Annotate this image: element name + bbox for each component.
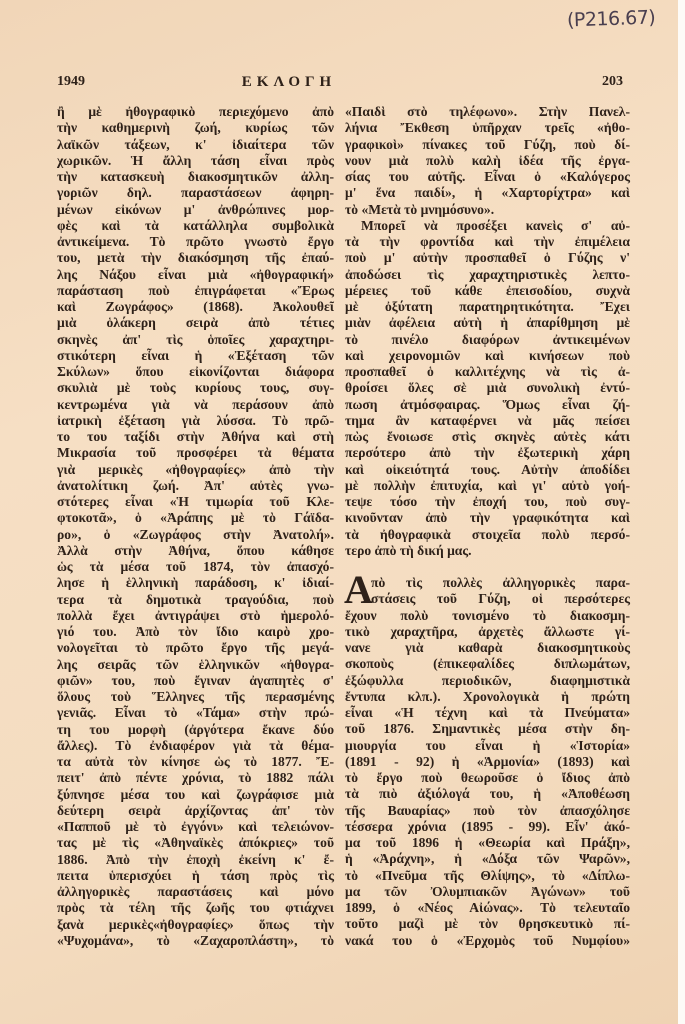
text-line: πὼς ἔνοιωσε στὶς σκηνὲς αὐτὲς κάτι xyxy=(345,429,630,444)
text-line: τημα ἂν καταφέρνει νὰ μᾶς πείσει xyxy=(345,412,630,428)
text-line: μιὰ ὁλάκερη σειρὰ ἀπὸ τέτιες xyxy=(57,315,334,331)
text-line: τοῦ 1876. Σημαντικὲς μέσα στὴν δη- xyxy=(345,721,630,737)
text-line: φιῶν» του, ποὺ ἔγιναν ἀγαπητὲς σ' xyxy=(57,672,334,688)
text-line: τὸ «Μετὰ τὸ μνημόσυνο». xyxy=(345,201,495,217)
left-column xyxy=(57,104,334,949)
text-line: ἀποδώσει τὶς χαραχτηριστικὲς λεπτο- xyxy=(345,266,630,282)
text-line: πρὸς τὰ τέλη τῆς ζωῆς του φτιάχνει xyxy=(57,900,334,916)
text-line: γιὰ μερικὲς «ἠθογραφίες» ἀπὸ τὴν xyxy=(57,461,334,477)
text-line: προσπαθεῖ ὁ καλλιτέχνης νὰ τὶς ἀ- xyxy=(345,364,630,379)
drop-cap: Α xyxy=(344,567,373,612)
text-line: γραφικοὶ» πίνακες τοῦ Γύζη, ποὺ δί- xyxy=(345,136,630,152)
text-line: το του ταξίδι στὴν Ἀθήνα καὶ στὴ xyxy=(57,429,334,444)
text-line: πειτα ὑπερισχύει ἡ τάση πρὸς τὶς xyxy=(57,867,334,883)
text-line: σκοποὺς (ἐπικεφαλίδες διπλωμάτων, xyxy=(345,656,630,672)
text-line: κεντρωμένα γιὰ νὰ περάσουν ἀπὸ xyxy=(57,396,334,412)
text-line: ἀνατολίτικη ζωή. Ἀπ' αὐτὲς γνω- xyxy=(57,477,334,493)
text-line: ἐξώφυλλα περιοδικῶν, διαφημιστικὰ xyxy=(345,672,630,688)
text-line: ἄλλες). Τὸ ἐνδιαφέρον γιὰ τὰ θέμα- xyxy=(57,737,334,753)
text-line: τῆς Βαυαρίας» ποὺ τὸν ἀπασχόλησε xyxy=(345,802,630,818)
text-line: σκηνὲς ἀπ' τὶς ὁποῖες χαραχτηρι- xyxy=(57,331,334,347)
text-line: 1886. Ἀπὸ τὴν ἐποχὴ ἐκείνη κ' ἔ- xyxy=(57,851,334,867)
text-line: θροίσει ὅλες σὲ μιὰ συνολικὴ ἐντύ- xyxy=(345,380,630,396)
paragraph xyxy=(345,104,630,218)
text-line: τὰ τὴν φροντίδα καὶ τὴν ἐπιμέλεια xyxy=(345,234,630,249)
text-line: ἰατρικὴ ἐξέταση γιὰ λύσσα. Τὸ πρῶ- xyxy=(57,412,334,428)
text-line: λαϊκῶν τάξεων, κ' ἰδιαίτερα τῶν xyxy=(57,136,334,152)
text-line: τη του μορφὴ (ἀργότερα ἔκανε δύο xyxy=(57,721,334,737)
text-line: τοῦτο μαζὶ μὲ τὸν θρησκευτικὸ πί- xyxy=(345,916,630,932)
text-line: τερα τὰ δημοτικὰ τραγούδια, ποὺ xyxy=(57,591,334,607)
text-line: νακά του ὁ «Ἐρχομὸς τοῦ Νυμφίου» xyxy=(345,932,630,948)
text-line: εἶναι «Ἡ τέχνη καὶ τὰ Πνεύματα» xyxy=(345,705,630,720)
text-line: Ἀλλὰ στὴν Ἀθήνα, ὅπου κάθησε xyxy=(57,542,334,558)
text-line: τέσσερα χρόνια (1895 - 99). Εἶν' ἀκό- xyxy=(345,818,630,834)
text-line: ὅλους τοὺ Ἕλληνες τῆς περασμένης xyxy=(57,689,334,704)
text-line: τὸ ἔργο ποὺ θεωροῦσε ὁ ἴδιος ἀπὸ xyxy=(345,770,630,785)
text-line: τεψε τόσο τὴν ἐποχή του, ποὺ συγ- xyxy=(345,494,630,509)
text-line: μα τῶν Ὀλυμπιακῶν Ἀγώνων» τοῦ xyxy=(345,883,630,899)
text-line: ποὺ μ' αὐτὴν προσπαθεῖ ὁ Γύζης ν' xyxy=(345,250,630,266)
text-line: λήνια Ἔκθεση ὑπῆρχαν τρεῖς «ἠθο- xyxy=(345,120,630,136)
paragraph xyxy=(57,104,334,949)
text-line: χωρικῶν. Ἡ ἄλλη τάση εἶναι πρὸς xyxy=(57,152,334,168)
text-line: νολογεῖται τὸ πρῶτο ἔργο τῆς μεγά- xyxy=(57,640,334,656)
text-line: στικότερη εἶναι ἡ «Ἐξέταση τῶν xyxy=(57,347,334,363)
text-line: παράσταση ποὺ ἐπιγράφεται «Ἔρως xyxy=(57,282,334,298)
text-line: ξανὰ μερικὲς«ἠθογραφίες» ὅπως τὴν xyxy=(57,916,334,932)
text-line: γενιᾶς. Εἶναι τὸ «Τάμα» στὴν πρώ- xyxy=(57,705,334,721)
text-line: λης σειρᾶς τῶν ἑλληνικῶν «ἠθογρα- xyxy=(57,656,334,672)
text-line: μὲ πολλὴν ἐπιτυχία, καὶ γι' αὐτὸ γοή- xyxy=(345,477,630,493)
page-number: 203 xyxy=(602,74,623,89)
text-line: πολλὰ ἔχει ἀντιγράψει στὸ ἡμερολό- xyxy=(57,607,334,623)
text-line: καὶ οἰκειότητά τους. Αὐτὴν ἀποδίδει xyxy=(345,461,630,477)
text-line: τὸ «Πνεῦμα τῆς Θλίψης», τὸ «Δίπλω- xyxy=(345,867,630,883)
text-line: (1891 - 92) ἡ «Ἁρμονία» (1893) καὶ xyxy=(345,753,630,769)
text-line: στάσεις τοῦ Γύζη, οἱ περσότερες xyxy=(371,591,630,607)
text-line: καὶ χειρονομιῶν καὶ κινήσεων ποὺ xyxy=(345,347,630,363)
paragraph xyxy=(345,218,630,559)
text-line: τὰ ἠθογραφικὰ στοιχεῖα πολὺ περσό- xyxy=(345,526,630,542)
text-line: νουν μιὰ πολὺ καλὴ ἰδέα τῆς ἐργα- xyxy=(345,152,630,168)
text-line: καὶ Ζωγράφος» (1868). Ἀκολουθεῖ xyxy=(57,299,334,314)
text-line: ρο», ὁ «Ζωγράφος στὴν Ἀνατολή». xyxy=(57,526,334,542)
text-line: «Παιδὶ στὸ τηλέφωνο». Στὴν Πανελ- xyxy=(345,104,630,119)
header-year: 1949 xyxy=(57,74,85,89)
paragraph xyxy=(344,567,630,949)
text-line: γοριῶν δηλ. παραστάσεων ἀφηρη- xyxy=(57,185,334,201)
text-line: δεύτερη σειρὰ ἀρχίζοντας ἀπ' τὸν xyxy=(57,802,334,818)
text-line: Μπορεῖ νὰ προσέξει κανεὶς σ' αὐ- xyxy=(361,217,630,233)
text-line: του, μετὰ τὴν διακόσμηση τῆς ἐπαύ- xyxy=(57,250,334,266)
text-line: λης Νάξου εἶναι μιὰ «ἠθογραφική» xyxy=(57,266,334,282)
text-line: περσότερο ἀπὸ τὴν ἐξωτερικὴ χάρη xyxy=(345,445,630,461)
text-line: τὸ πινέλο διαφόρων ἀντικειμένων xyxy=(345,331,630,347)
text-line: τερο ἀπὸ τὴ δική μας. xyxy=(345,542,472,558)
text-line: τὰ πιὸ ἀξιόλογά του, ἡ «Ἀποθέωση xyxy=(345,786,630,802)
text-line: Σκύλων» ὅπου εἰκονίζονται διάφορα xyxy=(57,364,334,379)
text-line: κινοῦνταν ἀπὸ τὴν γραφικότητα καὶ xyxy=(345,510,630,526)
text-line: λησε ἡ ἑλληνικὴ παράδοση, κ' ἰδιαί- xyxy=(57,575,334,591)
text-line: στότερες εἶναι «Ἡ τιμωρία τοῦ Κλε- xyxy=(57,494,334,509)
header-title: ΕΚΛΟΓΗ xyxy=(241,74,337,90)
text-line: νανε γιὰ καθαρὰ διακοσμητικοὺς xyxy=(345,640,630,655)
text-line: μιὰν ἀφέλεια αὐτὴ ἡ ἀπαρίθμηση μὲ xyxy=(345,315,630,331)
text-line: τα αὐτὰ τὸν κίνησε ὡς τὸ 1877. Ἔ- xyxy=(57,754,334,769)
right-column xyxy=(345,104,630,949)
text-line: πειτ' ἀπὸ πέντε χρόνια, τὸ 1882 πάλι xyxy=(57,770,334,786)
text-line: γιό του. Ἀπὸ τὸν ἴδιο καιρὸ χρο- xyxy=(57,624,334,639)
text-line: ἔντυπα κλπ.). Χρονολογικὰ ἡ πρώτη xyxy=(345,688,630,704)
text-line: τας μὲ τὶς «Ἀθηναϊκὲς ἀπόκριες» τοῦ xyxy=(57,835,334,851)
text-line: «Παπποῦ μὲ τὸ ἐγγόνι» καὶ τελειώνον- xyxy=(57,819,334,834)
text-line: μιουργία του εἶναι ἡ «Ἱστορία» xyxy=(345,737,630,753)
text-line: ἢ μὲ ἠθογραφικὸ περιεχόμενο ἀπὸ xyxy=(57,104,334,119)
text-line: ἡ «Ἀράχνη», ἡ «Δόξα τῶν Ψαρῶν», xyxy=(345,851,630,867)
text-line: μ' ἕνα παιδί», ἡ «Χαρτορίχτρα» καὶ xyxy=(345,185,630,201)
text-line: φὲς καὶ τὰ κατάλληλα συμβολικὰ xyxy=(57,217,334,233)
text-line: μένων εἰκόνων μ' ἀνθρώπινες μορ- xyxy=(57,201,334,217)
text-line: ξύπνησε μέσα του καὶ ζωγράφισε μιὰ xyxy=(57,786,334,802)
text-line: 1899, ὁ «Νέος Αἰώνας». Τὸ τελευταῖο xyxy=(345,900,630,915)
text-line: μὲ ὀξύτατη παρατηρητικότητα. Ἔχει xyxy=(345,299,630,314)
handwritten-annotation: (P216.67) xyxy=(566,6,656,32)
text-line: τὴν κατασκευὴ διακοσμητικῶν ἀλλη- xyxy=(57,169,334,184)
text-line: μέρειες τοῦ κάθε ἐπεισοδίου, συχνὰ xyxy=(345,282,630,298)
text-line: ἀλληγορικὲς παραστάσεις καὶ μόνο xyxy=(57,884,334,899)
text-line: τικὸ χαραχτῆρα, ἀρχετὲς ἄλλωστε γί- xyxy=(345,623,630,639)
text-line: φτοκοτᾶ», ὁ «Ἀράπης μὲ τὸ Γάϊδα- xyxy=(57,510,334,526)
text-line: σκυλιὰ μὲ τοὺς κυρίους τους, συγ- xyxy=(57,380,334,396)
text-line: πωση ἀτμόσφαιρας. Ὅμως εἶναι ζή- xyxy=(345,396,630,412)
text-line: μα τοῦ 1896 ἡ «Θεωρία καὶ Πράξη», xyxy=(345,835,630,850)
text-line: «Ψυχομάνα», τὸ «Ζαχαροπλάστη», τὸ xyxy=(57,932,334,948)
text-line: ἔχουν πολὺ τονισμένο τὸ διακοσμη- xyxy=(345,607,630,623)
text-line: Μικρασία τοῦ προσφέρει τὰ θέματα xyxy=(57,445,334,461)
text-line: πὸ τὶς πολλὲς ἀλληγορικὲς παρα- xyxy=(371,575,630,590)
text-line: ἀντικείμενα. Τὸ πρῶτο γνωστὸ ἔργο xyxy=(57,234,334,249)
text-line: τὴν καθημερινὴ ζωή, κυρίως τῶν xyxy=(57,120,334,136)
text-line: σίας του αὐτῆς. Εἶναι ὁ «Καλόγερος xyxy=(345,169,630,184)
text-line: ὡς τὰ μέσα τοῦ 1874, τὸν ἀπασχό- xyxy=(57,559,334,574)
